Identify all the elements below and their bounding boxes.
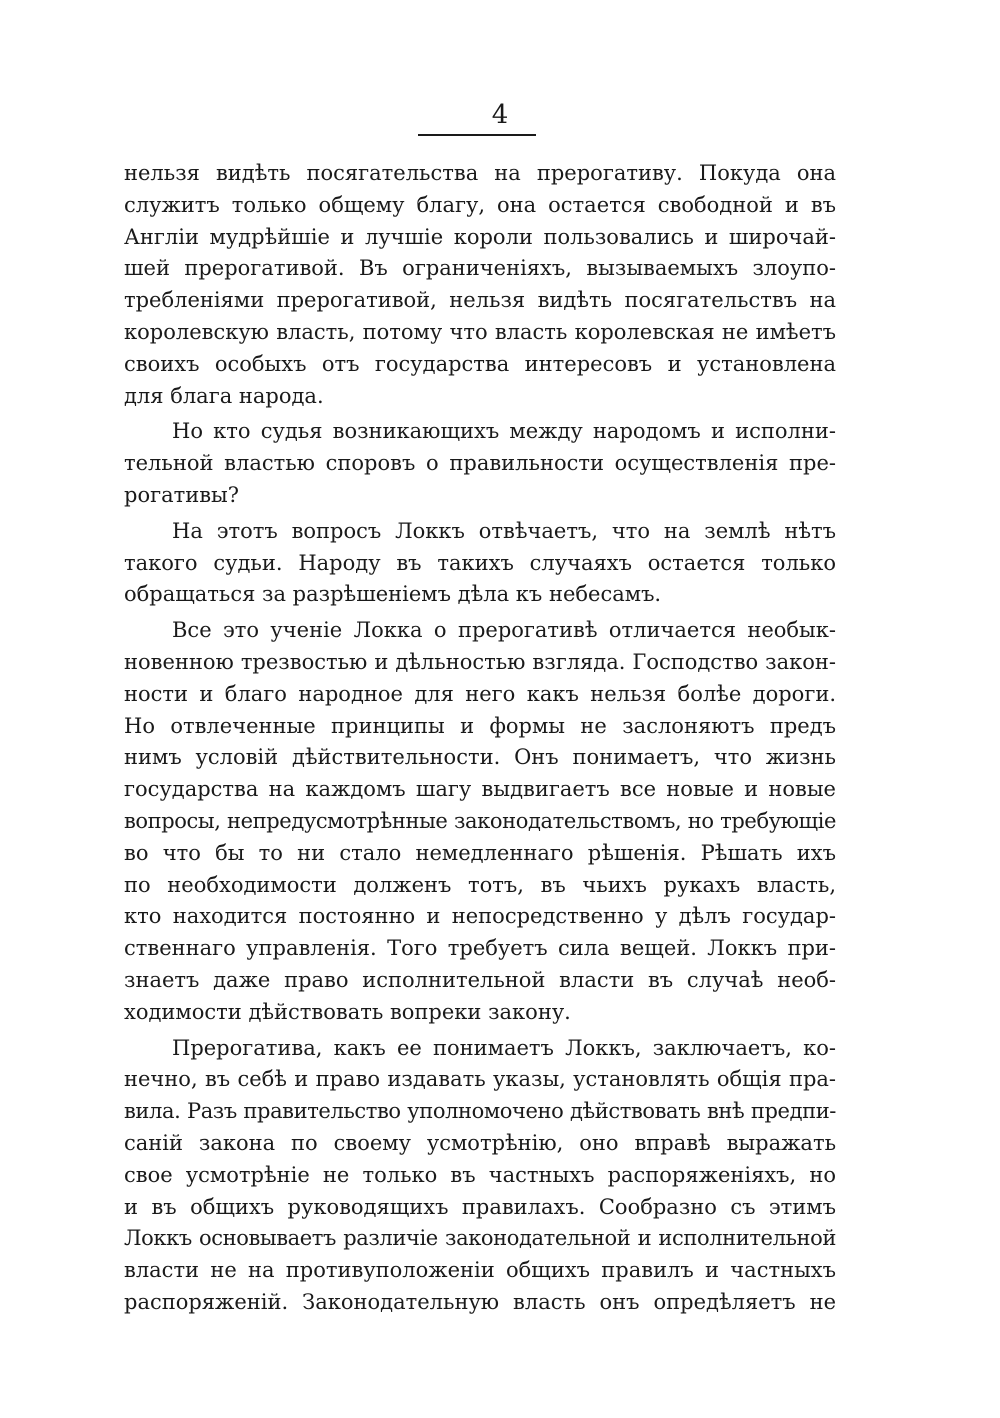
text-line: Все это ученіе Локка о прерогативѣ отличается необык- bbox=[172, 618, 836, 643]
text-line: распоряженій. Законодательную власть онъ опредѣляетъ не bbox=[124, 1289, 836, 1314]
text-line: служитъ только общему благу, она остается свободной и въ bbox=[124, 192, 836, 217]
text-line: по необходимости долженъ тотъ, въ чьихъ рукахъ власть, bbox=[124, 872, 836, 897]
paragraph bbox=[124, 416, 836, 511]
text-line: государства на каждомъ шагу выдвигаетъ все новые и новые bbox=[124, 777, 836, 802]
text-line: новенною трезвостью и дѣльностью взгляда. Господство закон- bbox=[124, 649, 836, 674]
text-line: нимъ условій дѣйствительности. Онъ понимаетъ, что жизнь bbox=[124, 745, 836, 770]
paragraph bbox=[124, 516, 836, 611]
text-line: такого судьи. Народу въ такихъ случаяхъ остается только bbox=[124, 550, 836, 575]
text-line: Но кто судья возникающихъ между народомъ и исполни- bbox=[172, 419, 836, 444]
text-line: саній закона по своему усмотрѣнію, оно вправѣ выражать bbox=[124, 1130, 836, 1155]
paragraph bbox=[124, 1033, 836, 1319]
text-line: Англіи мудрѣйшіе и лучшіе короли пользовались и широчай- bbox=[124, 224, 836, 249]
text-line: Но отвлеченные принципы и формы не заслоняютъ предъ bbox=[124, 713, 836, 738]
paragraph bbox=[124, 158, 836, 412]
text-line: тельной властью споровъ о правильности осуществленія пре- bbox=[124, 451, 836, 476]
text-line: шей прерогативой. Въ ограниченіяхъ, вызываемыхъ злоупо- bbox=[124, 256, 836, 281]
text-line: во что бы то ни стало немедленнаго рѣшенія. Рѣшать ихъ bbox=[124, 840, 836, 865]
text-line: На этотъ вопросъ Локкъ отвѣчаетъ, что на землѣ нѣтъ bbox=[172, 518, 836, 543]
page-header bbox=[0, 100, 1000, 130]
text-line: для блага народа. bbox=[124, 383, 324, 408]
text-line: требленіями прерогативой, нельзя видѣть посягательствъ на bbox=[124, 288, 836, 313]
text-line: своихъ особыхъ отъ государства интересовъ и установлена bbox=[124, 351, 836, 376]
text-line: королевскую власть, потому что власть королевская не имѣетъ bbox=[124, 319, 836, 344]
paragraph bbox=[124, 615, 836, 1028]
text-line: и въ общихъ руководящихъ правилахъ. Сообразно съ этимъ bbox=[124, 1194, 836, 1219]
header-rule bbox=[418, 134, 536, 136]
text-line: ности и благо народное для него какъ нельзя болѣе дороги. bbox=[124, 681, 836, 706]
body-text bbox=[124, 158, 836, 1323]
text-line: вила. Разъ правительство уполномочено дѣйствовать внѣ предпи- bbox=[124, 1099, 836, 1124]
text-line: обращаться за разрѣшеніемъ дѣла къ небесамъ. bbox=[124, 582, 662, 607]
text-line: кто находится постоянно и непосредственно у дѣлъ государ- bbox=[124, 904, 836, 929]
text-line: нельзя видѣть посягательства на прерогативу. Покуда она bbox=[124, 161, 836, 185]
text-line: власти не на противуположеніи общихъ правилъ и частныхъ bbox=[124, 1258, 836, 1283]
text-line: Локкъ основываетъ различіе законодательной и исполнительной bbox=[124, 1226, 836, 1251]
text-line: свое усмотрѣніе не только въ частныхъ распоряженіяхъ, но bbox=[124, 1162, 836, 1187]
text-line: знаетъ даже право исполнительной власти въ случаѣ необ- bbox=[124, 967, 836, 992]
text-line: ходимости дѣйствовать вопреки закону. bbox=[124, 999, 571, 1024]
page-number: 4 bbox=[491, 100, 509, 130]
text-line: ственнаго управленія. Того требуетъ сила вещей. Локкъ при- bbox=[124, 936, 836, 961]
text-line: вопросы, непредусмотрѣнные законодательствомъ, но требующіе bbox=[124, 808, 836, 833]
text-line: рогативы? bbox=[124, 482, 240, 507]
text-line: Прерогатива, какъ ее понимаетъ Локкъ, заключаетъ, ко- bbox=[172, 1035, 836, 1060]
text-line: нечно, въ себѣ и право издавать указы, установлять общія пра- bbox=[124, 1067, 836, 1092]
